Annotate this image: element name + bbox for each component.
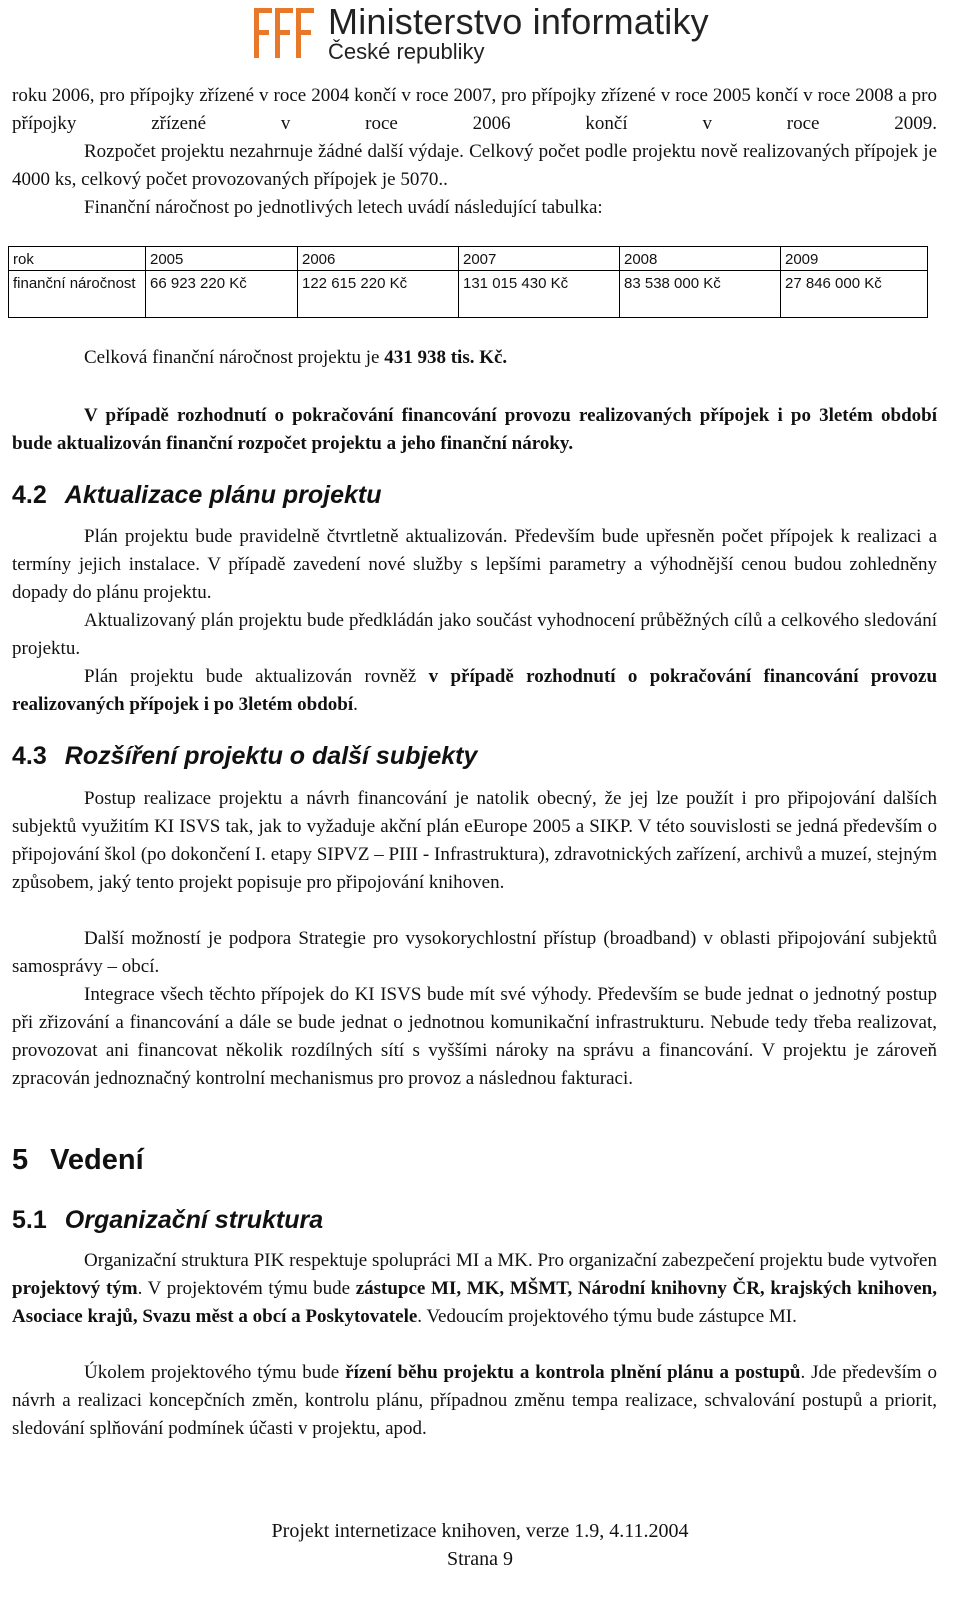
section-heading-5: 5 Vedení xyxy=(12,1144,144,1176)
table-cell: 2009 xyxy=(781,247,928,271)
table-cell: 131 015 430 Kč xyxy=(459,271,620,318)
section-4-3-para3: Integrace všech těchto přípojek do KI ISVS bude mít své výhody. Především se bude jednat o jednotný postup při zřizování a financování a dále se bude jednat o jednotnou komunikační infrastrukturu. Nebude tedy třeba realizovat, provozovat ani financovat několik rozdílných sítí s vyššími nároky na správu a financování. V projektu je zároveň zpracován jednoznačný kontrolní mechanismus pro provoz a následnou fakturaci. xyxy=(12,984,937,1089)
section-4-3-para2: Další možností je podpora Strategie pro vysokorychlostní přístup (broadband) v oblasti připojování subjektů samosprávy – obcí. xyxy=(12,928,937,977)
table-cell: rok xyxy=(9,247,146,271)
page-footer-title: Projekt internetizace knihoven, verze 1.9, 4.11.2004 xyxy=(271,1520,689,1542)
section-5-1-para1: Organizační struktura PIK respektuje spolupráci MI a MK. Pro organizační zabezpečení projektu bude vytvořen projektový tým. V projektovém týmu bude zástupce MI, MK, MŠMT, Národní knihovny ČR, krajských knihoven, Asociace krajů, Svazu měst a obcí a Poskytovatele. Vedoucím projektového týmu bude zástupce MI. xyxy=(12,1250,938,1327)
page-number: Strana 9 xyxy=(446,1548,514,1570)
table-cell: 122 615 220 Kč xyxy=(298,271,459,318)
section-heading-5-1: 5.1 Organizační struktura xyxy=(12,1206,324,1234)
finance-table xyxy=(8,246,928,318)
section-heading-4-2: 4.2 Aktualizace plánu projektu xyxy=(12,481,382,509)
table-row xyxy=(9,247,928,271)
continuation-note: V případě rozhodnutí o pokračování financování provozu realizovaných přípojek i po 3letém období bude aktualizován finanční rozpočet projektu a jeho finanční nároky. xyxy=(12,405,937,454)
table-cell: 2008 xyxy=(620,247,781,271)
table-cell: 2007 xyxy=(459,247,620,271)
table-row xyxy=(9,271,928,318)
logo-subtitle: České republiky xyxy=(328,39,485,64)
ministry-logo xyxy=(252,2,709,72)
section-4-2-para1: Plán projektu bude pravidelně čtvrtletně aktualizován. Především bude upřesněn počet přípojek k realizaci a termíny jejich instalace. V případě zavedení nové služby s lepšími parametry a výhodnější cenou budou zohledněny dopady do plánu projektu. xyxy=(12,526,937,603)
table-cell: 2005 xyxy=(146,247,298,271)
table-cell: 27 846 000 Kč xyxy=(781,271,928,318)
total-cost: Celková finanční náročnost projektu je 431 938 tis. Kč. xyxy=(84,347,508,368)
total-amount: 431 938 tis. Kč. xyxy=(384,347,508,368)
intro-line1: roku 2006, pro přípojky zřízené v roce 2004 končí v roce 2007, pro přípojky zřízené v roce 2005 končí v roce 2008 a pro přípojky zřízené v roce 2006 končí v roce 2009. xyxy=(12,85,937,134)
ministry-logo-icon xyxy=(252,2,318,64)
intro-table-lead: Finanční náročnost po jednotlivých letech uvádí následující tabulka: xyxy=(84,197,603,218)
table-cell: 83 538 000 Kč xyxy=(620,271,781,318)
table-cell: 2006 xyxy=(298,247,459,271)
section-4-3-para1: Postup realizace projektu a návrh financování je natolik obecný, že jej lze použít i pro připojování dalších subjektů využitím KI ISVS tak, jak to vyžaduje akční plán eEurope 2005 a SIKP. V této souvislosti se jedná především o připojování škol (po dokončení I. etapy SIPVZ – PIII - Infrastruktura), zdravotnických zařízení, archivů a muzeí, stejným způsobem, jaký tento projekt popisuje pro připojování knihoven. xyxy=(12,788,937,893)
table-cell: finanční náročnost xyxy=(9,271,146,318)
table-cell: 66 923 220 Kč xyxy=(146,271,298,318)
section-4-2-para3: Plán projektu bude aktualizován rovněž v případě rozhodnutí o pokračování financování provozu realizovaných přípojek i po 3letém období. xyxy=(12,666,938,715)
intro-line2: Rozpočet projektu nezahrnuje žádné další výdaje. Celkový počet podle projektu nově realizovaných přípojek je 4000 ks, celkový počet provozovaných přípojek je 5070.. xyxy=(12,141,937,190)
section-4-2-para2: Aktualizovaný plán projektu bude předkládán jako součást vyhodnocení průběžných cílů a celkového sledování projektu. xyxy=(12,610,937,659)
logo-title: Ministerstvo informatiky xyxy=(328,1,709,42)
section-5-1-para2: Úkolem projektového týmu bude řízení běhu projektu a kontrola plnění plánu a postupů. Jde především o návrh a realizaci koncepčních změn, kontrolu plánu, případnou změnu tempa realizace, schvalování postupů a priorit, sledování splňování podmínek účasti v projektu, apod. xyxy=(12,1362,937,1439)
section-heading-4-3: 4.3 Rozšíření projektu o další subjekty xyxy=(12,742,478,770)
